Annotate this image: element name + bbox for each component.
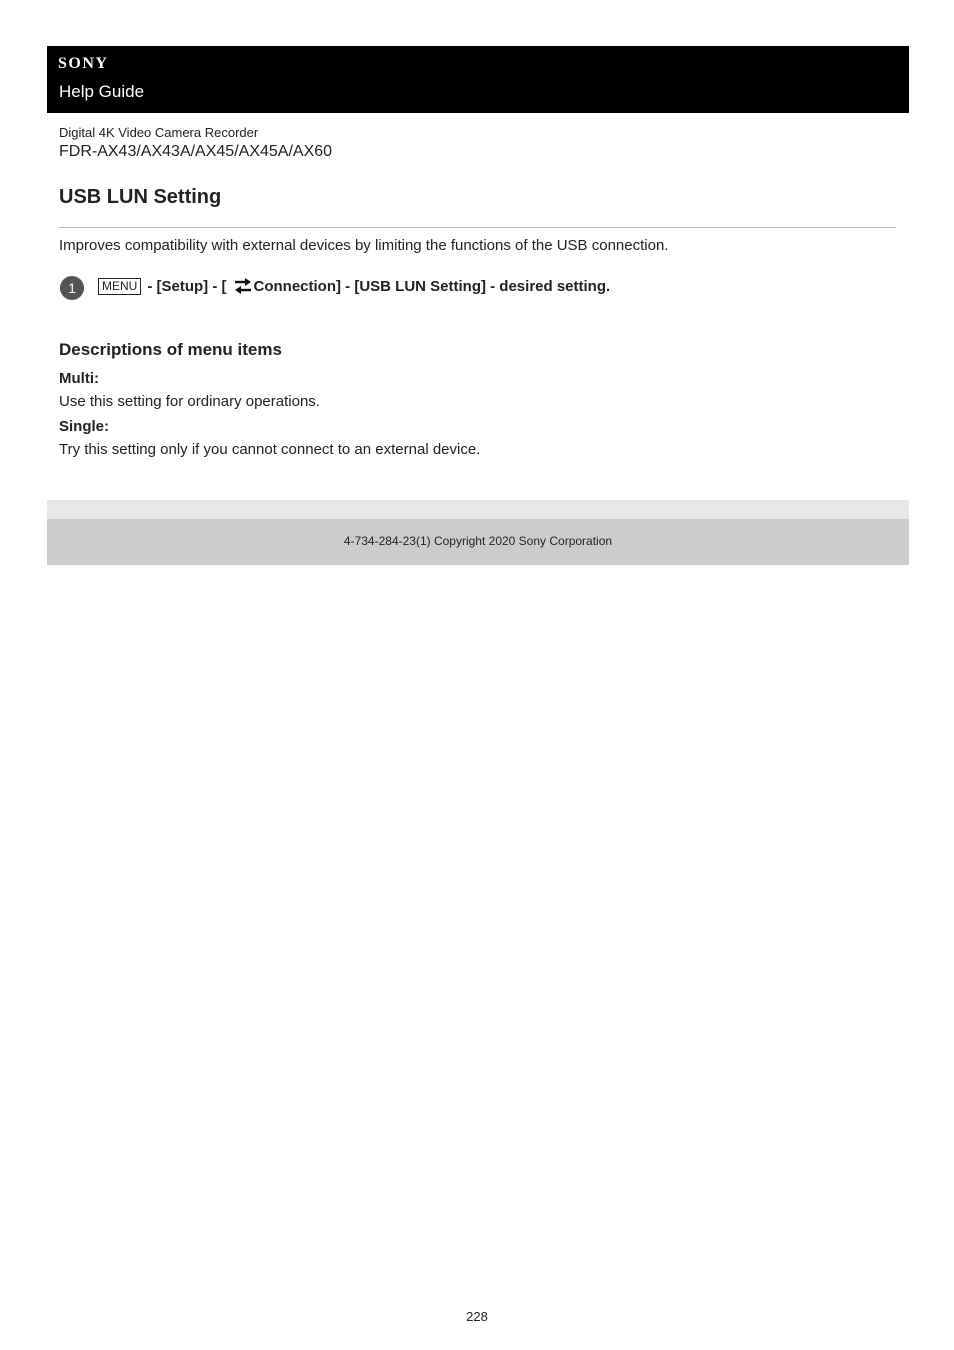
help-guide-title: Help Guide xyxy=(59,82,145,101)
product-type: Digital 4K Video Camera Recorder xyxy=(59,125,259,140)
product-models: FDR-AX43/AX43A/AX45/AX45A/AX60 xyxy=(59,143,333,160)
title-divider xyxy=(59,227,896,228)
copyright-text: 4-734-284-23(1) Copyright 2020 Sony Corporation xyxy=(343,534,613,548)
page-title: USB LUN Setting xyxy=(59,186,222,208)
menu-key: MENU xyxy=(98,278,141,295)
step-number-badge: 1 xyxy=(60,276,84,300)
header-bar xyxy=(47,46,909,113)
descriptions-heading: Descriptions of menu items xyxy=(59,340,282,359)
footer-band-light xyxy=(47,500,909,519)
step-text-part1: - [Setup] - [ xyxy=(147,277,227,295)
connection-arrows-icon xyxy=(233,277,253,295)
page-number: 228 xyxy=(466,1309,488,1324)
step-instruction xyxy=(98,277,610,295)
item-label-single: Single: xyxy=(59,418,110,435)
intro-text: Improves compatibility with external devices by limiting the functions of the USB connection. xyxy=(59,237,669,254)
item-label-multi: Multi: xyxy=(59,370,99,387)
item-desc-multi: Use this setting for ordinary operations. xyxy=(59,393,320,410)
sony-logo: SONY xyxy=(58,55,109,72)
item-desc-single: Try this setting only if you cannot connect to an external device. xyxy=(59,441,481,458)
footer-band xyxy=(47,519,909,565)
step-text-part2: Connection] - [USB LUN Setting] - desired setting. xyxy=(253,277,611,295)
